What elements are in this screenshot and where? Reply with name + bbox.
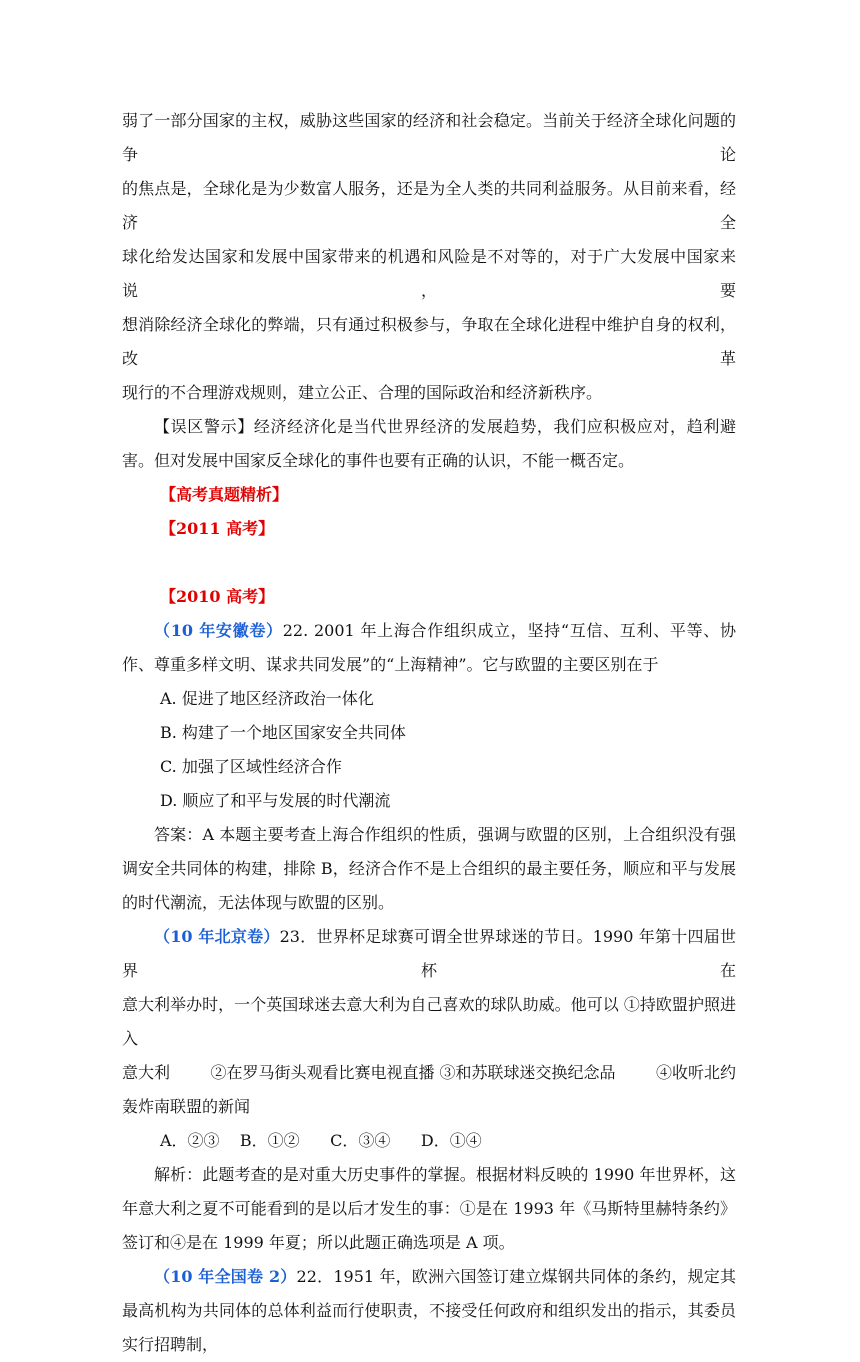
option-a: A. 促进了地区经济政治一体化 — [160, 689, 374, 708]
question-beijing-line: 意大利举办时，一个英国球迷去意大利为自己喜欢的球队助威。他可以 ①持欧盟护照进入 — [122, 995, 736, 1048]
option-b: B. 构建了一个地区国家安全共同体 — [160, 723, 406, 742]
answer-choices: A．②③ B．①② C．③④ D．①④ — [160, 1131, 482, 1150]
body-line: 想消除经济全球化的弊端，只有通过积极参与，争取在全球化进程中维护自身的权利，改革 — [122, 315, 736, 368]
question-national — [122, 1260, 736, 1362]
section-heading-2010: 【2010 高考】 — [160, 587, 275, 606]
question-stem: 23．世界杯足球赛可谓全世界球迷的节日。1990 年第十四届世界杯在 — [122, 927, 736, 980]
section-heading-2011: 【2011 高考】 — [160, 519, 275, 538]
question-text-segment: ④收听北约 — [655, 1063, 736, 1082]
document-body — [122, 104, 736, 1362]
question-beijing-line — [122, 920, 736, 988]
option-c: C. 加强了区域性经济合作 — [160, 757, 342, 776]
body-line: 弱了一部分国家的主权，威胁这些国家的经济和社会稳定。当前关于经济全球化问题的争论 — [122, 111, 736, 164]
question-source: （10 年安徽卷） — [154, 621, 283, 640]
question-anhui — [122, 614, 736, 682]
question-text-segment: ②在罗马街头观看比赛电视直播 ③和苏联球迷交换纪念品 — [210, 1063, 616, 1082]
question-beijing-line — [122, 1056, 736, 1090]
analysis-explanation: 解析：此题考查的是对重大历史事件的掌握。根据材料反映的 1990 年世界杯，这年意大利之夏不可能看到的是以后才发生的事：①是在 1993 年《马斯特里赫特条约》签订和④是在 1999 年夏；所以此题正确选项是 A 项。 — [122, 1165, 736, 1252]
body-line: 现行的不合理游戏规则，建立公正、合理的国际政治和经济新秩序。 — [122, 383, 603, 402]
question-source: （10 年北京卷） — [154, 927, 280, 946]
option-d: D. 顺应了和平与发展的时代潮流 — [160, 791, 391, 810]
question-stem: 22．1951 年，欧洲六国签订建立煤钢共同体的条约，规定其最高机构为共同体的总体利益而行使职责，不接受任何政府和组织发出的指示，其委员实行招聘制， — [122, 1267, 736, 1354]
blank-gap — [122, 546, 736, 580]
question-stem: 22. 2001 年上海合作组织成立，坚持“互信、互利、平等、协作、尊重多样文明、谋求共同发展”的“上海精神”。它与欧盟的主要区别在于 — [122, 621, 736, 674]
question-source: （10 年全国卷 2） — [154, 1267, 297, 1286]
error-warning-paragraph: 【误区警示】经济经济化是当代世界经济的发展趋势，我们应积极应对，趋利避害。但对发展中国家反全球化的事件也要有正确的认识，不能一概否定。 — [122, 417, 736, 470]
question-text-segment: 意大利 — [122, 1063, 171, 1082]
body-line: 的焦点是，全球化是为少数富人服务，还是为全人类的共同利益服务。从目前来看，经济全 — [122, 179, 736, 232]
section-heading-analysis: 【高考真题精析】 — [160, 485, 289, 504]
question-beijing-line: 轰炸南联盟的新闻 — [122, 1097, 251, 1116]
answer-explanation: 答案：A 本题主要考查上海合作组织的性质，强调与欧盟的区别，上合组织没有强调安全共同体的构建，排除 B，经济合作不是上合组织的最主要任务，顺应和平与发展的时代潮流，无法体现与欧盟的区别。 — [122, 825, 736, 912]
body-line: 球化给发达国家和发展中国家带来的机遇和风险是不对等的，对于广大发展中国家来说，要 — [122, 247, 736, 300]
